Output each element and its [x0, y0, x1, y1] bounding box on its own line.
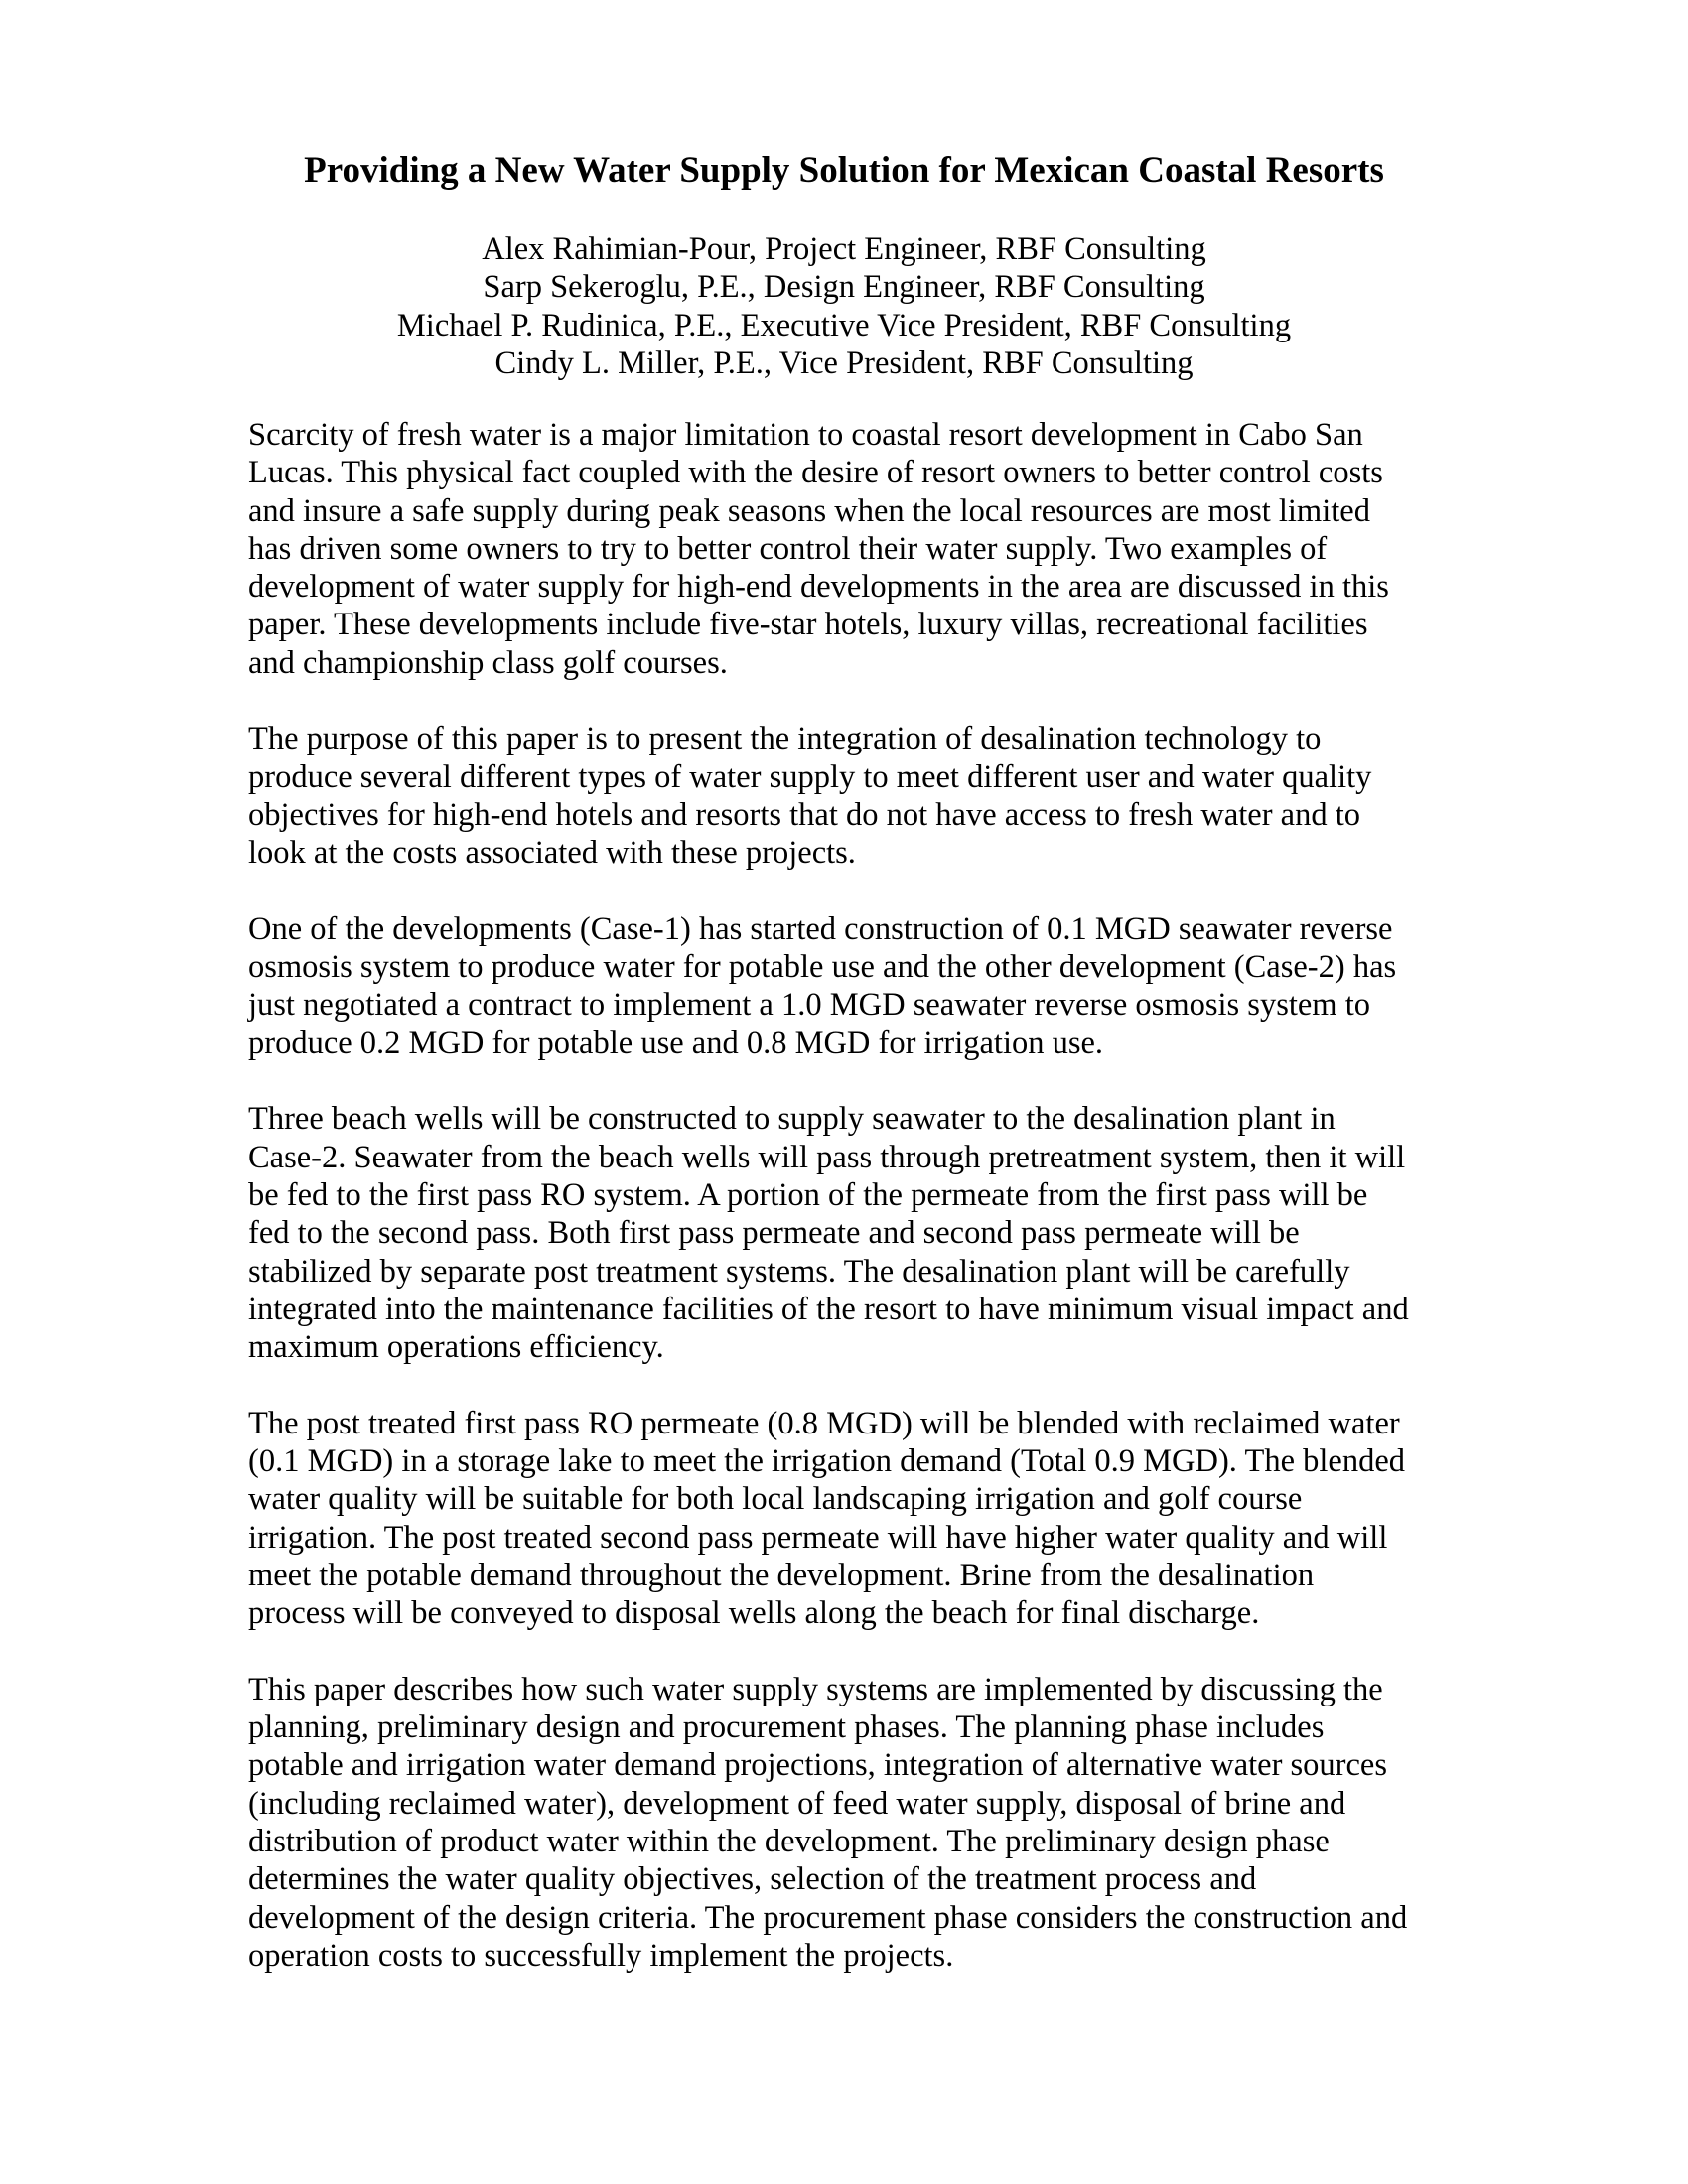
text-line: look at the costs associated with these projects.	[248, 835, 856, 872]
text-line: (0.1 MGD) in a storage lake to meet the irrigation demand (Total 0.9 MGD). The blended	[248, 1443, 1406, 1480]
text-line: paper. These developments include five-star hotels, luxury villas, recreational facilities	[248, 607, 1368, 643]
text-line: The post treated first pass RO permeate (0.8 MGD) will be blended with reclaimed water	[248, 1405, 1400, 1441]
text-line: just negotiated a contract to implement a 1.0 MGD seawater reverse osmosis system to	[248, 987, 1370, 1024]
text-line: irrigation. The post treated second pass permeate will have higher water quality and will	[248, 1519, 1388, 1556]
text-line: determines the water quality objectives, selection of the treatment process and	[248, 1861, 1257, 1898]
text-line: planning, preliminary design and procurement phases. The planning phase includes	[248, 1709, 1325, 1746]
text-line: meet the potable demand throughout the development. Brine from the desalination	[248, 1557, 1315, 1593]
author-line: Cindy L. Miller, P.E., Vice President, RBF Consulting	[494, 344, 1194, 381]
text-line: potable and irrigation water demand projections, integration of alternative water sources	[248, 1747, 1388, 1784]
text-line: development of water supply for high-end developments in the area are discussed in this	[248, 569, 1389, 606]
text-line: and insure a safe supply during peak seasons when the local resources are most limited	[248, 492, 1370, 529]
text-line: stabilized by separate post treatment systems. The desalination plant will be carefully	[248, 1253, 1350, 1290]
text-line: and championship class golf courses.	[248, 644, 728, 681]
text-line: operation costs to successfully implement the projects.	[248, 1937, 954, 1974]
text-line: produce several different types of water supply to meet different user and water quality	[248, 758, 1372, 795]
text-line: Scarcity of fresh water is a major limitation to coastal resort development in Cabo San	[248, 417, 1363, 453]
author-list	[0, 230, 1688, 382]
text-line: fed to the second pass. Both first pass permeate and second pass permeate will be	[248, 1215, 1300, 1252]
text-line: maximum operations efficiency.	[248, 1329, 664, 1366]
text-line: Lucas. This physical fact coupled with the desire of resort owners to better control costs	[248, 455, 1383, 491]
abstract-body	[248, 416, 1460, 2012]
text-line: water quality will be suitable for both local landscaping irrigation and golf course	[248, 1481, 1303, 1518]
text-line: This paper describes how such water supply systems are implemented by discussing the	[248, 1671, 1383, 1707]
text-line: One of the developments (Case-1) has started construction of 0.1 MGD seawater reverse	[248, 910, 1393, 947]
paragraph-intro	[248, 416, 1460, 682]
paragraph-blending	[248, 1405, 1460, 1633]
text-line: osmosis system to produce water for potable use and the other development (Case-2) has	[248, 949, 1397, 986]
paragraph-beach-wells	[248, 1100, 1460, 1366]
text-line: development of the design criteria. The procurement phase considers the construction and	[248, 1899, 1408, 1936]
text-line: integrated into the maintenance facilities of the resort to have minimum visual impact and	[248, 1291, 1409, 1327]
author-line: Alex Rahimian-Pour, Project Engineer, RBF Consulting	[482, 231, 1206, 267]
paragraph-cases	[248, 910, 1460, 1062]
paragraph-phases	[248, 1671, 1460, 1975]
text-line: process will be conveyed to disposal wells along the beach for final discharge.	[248, 1595, 1260, 1632]
text-line: (including reclaimed water), development of feed water supply, disposal of brine and	[248, 1785, 1346, 1822]
text-line: produce 0.2 MGD for potable use and 0.8 MGD for irrigation use.	[248, 1024, 1104, 1061]
text-line: distribution of product water within the development. The preliminary design phase	[248, 1823, 1330, 1859]
text-line: Three beach wells will be constructed to supply seawater to the desalination plant in	[248, 1101, 1336, 1138]
author-line: Michael P. Rudinica, P.E., Executive Vice President, RBF Consulting	[396, 307, 1292, 343]
paper-title: Providing a New Water Supply Solution for Mexican Coastal Resorts	[304, 150, 1384, 191]
text-line: objectives for high-end hotels and resorts that do not have access to fresh water and to	[248, 796, 1360, 833]
text-line: The purpose of this paper is to present the integration of desalination technology to	[248, 721, 1322, 757]
paragraph-purpose	[248, 720, 1460, 872]
author-line: Sarp Sekeroglu, P.E., Design Engineer, RBF Consulting	[483, 269, 1205, 306]
text-line: Case-2. Seawater from the beach wells will pass through pretreatment system, then it will	[248, 1139, 1406, 1175]
text-line: has driven some owners to try to better control their water supply. Two examples of	[248, 530, 1328, 567]
text-line: be fed to the first pass RO system. A portion of the permeate from the first pass will be	[248, 1176, 1368, 1213]
